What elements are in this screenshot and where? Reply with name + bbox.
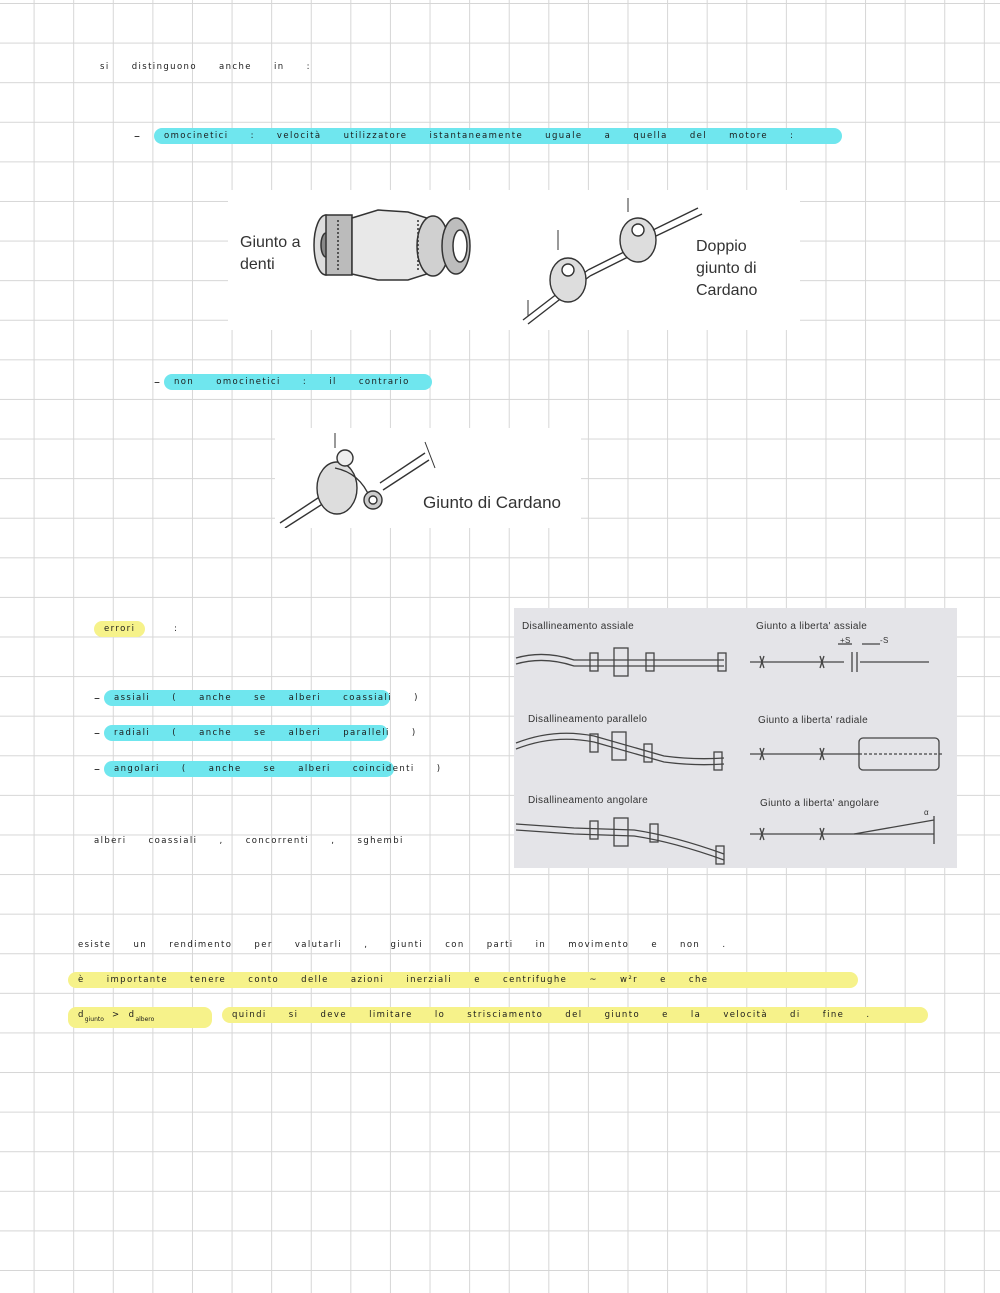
figure-disallineamenti [514, 608, 957, 868]
bullet-dash: – [94, 691, 100, 705]
note-errori-colon: : [174, 624, 179, 634]
d-giunto: d [78, 1010, 85, 1020]
double-cardan-drawing [523, 198, 702, 324]
label-dis-parallelo: Disallineamento parallelo [528, 714, 648, 725]
label-alpha: α [924, 808, 929, 817]
note-errori: errori [94, 621, 145, 637]
gear-coupling-drawing [314, 210, 470, 280]
label-dis-angolare: Disallineamento angolare [528, 795, 649, 806]
note-errori-radiali: radiali ( anche se alberi paralleli ) [104, 725, 388, 741]
note-importante: è importante tenere conto delle azioni inerziali e centrifughe ~ w²r e che [68, 972, 858, 988]
note-non-omocinetici: non omocinetici : il contrario [164, 374, 432, 390]
label-plus-s: +S [840, 636, 851, 645]
note-omocinetici: omocinetici : velocità utilizzatore istantaneamente uguale a quella del motore : [154, 128, 842, 144]
d-albero: d [128, 1010, 136, 1020]
note-errori-assiali: assiali ( anche se alberi coassiali ) [104, 690, 390, 706]
figure-couplings [228, 190, 800, 330]
note-diametri [68, 1007, 212, 1028]
bullet-dash: – [154, 375, 160, 389]
caption-giunto-denti: Giunto a denti [240, 234, 301, 273]
disallineamenti-drawing-svg [514, 608, 957, 868]
label-lib-radiale: Giunto a liberta' radiale [758, 715, 869, 726]
sub-giunto: giunto [84, 1016, 104, 1023]
note-quindi: quindi si deve limitare lo strisciamento del giunto e la velocità di fine . [222, 1007, 928, 1023]
gt-sign: > [112, 1010, 121, 1020]
note-line-intro: si distinguono anche in : [100, 62, 311, 72]
caption-cardano: Giunto di Cardano [423, 493, 561, 512]
caption-doppio-cardano: Doppio giunto di Cardano [696, 238, 758, 299]
label-lib-angolare: Giunto a liberta' angolare [760, 798, 880, 809]
bullet-dash: – [134, 129, 140, 143]
note-errori-angolari: angolari ( anche se alberi coincidenti ) [104, 761, 394, 777]
label-dis-assiale: Disallineamento assiale [522, 621, 634, 632]
note-esiste: esiste un rendimento per valutarli , giunti con parti in movimento e non . [78, 940, 727, 950]
bullet-dash: – [94, 726, 100, 740]
label-lib-assiale: Giunto a liberta' assiale [756, 621, 868, 632]
sub-albero: albero [135, 1016, 155, 1023]
figure-cardano [275, 428, 581, 528]
note-alberi: alberi coassiali , concorrenti , sghembi [94, 836, 404, 846]
bullet-dash: – [94, 762, 100, 776]
label-minus-s: -S [880, 636, 889, 645]
